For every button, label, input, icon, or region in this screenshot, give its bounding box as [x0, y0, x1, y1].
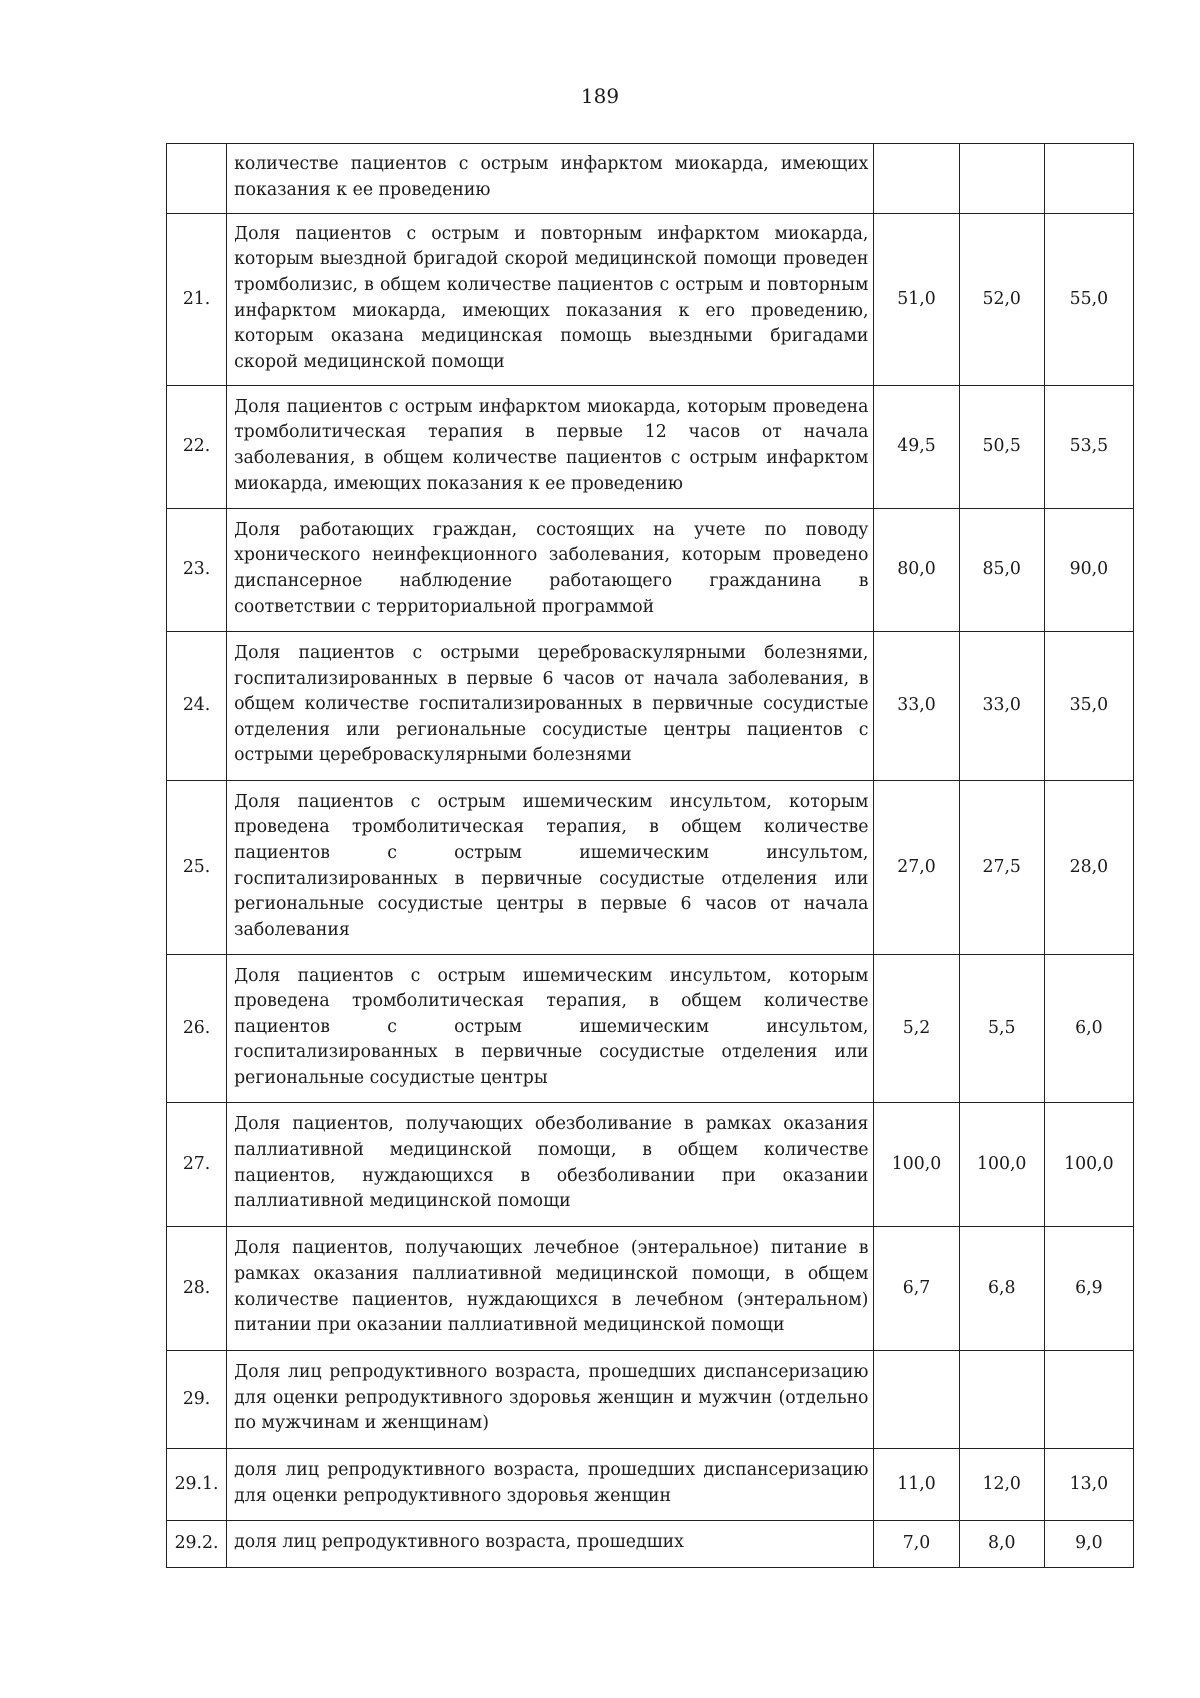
value-cell-2: 85,0: [959, 509, 1044, 632]
table-row: [167, 1351, 1134, 1449]
table-row: [167, 214, 1134, 386]
table-row: [167, 781, 1134, 955]
value-cell-2: 33,0: [959, 632, 1044, 781]
value-cell-1: [874, 1351, 959, 1449]
value-cell-2: 8,0: [959, 1521, 1044, 1568]
indicator-text: Доля пациентов с острым ишемическим инсультом, которым проведена тромболитическая терапия, в общем количестве пациентов с острым ишемическим инсультом, госпитализированных в первичные сосудистые отделения или региональные сосудистые центры в первые 6 часов от начала заболевания: [227, 781, 874, 955]
value-cell-1: 80,0: [874, 509, 959, 632]
row-number: 28.: [167, 1227, 227, 1351]
value-cell-3: 90,0: [1044, 509, 1133, 632]
indicator-text: Доля пациентов, получающих обезболивание в рамках оказания паллиативной медицинской помощи, в общем количестве пациентов, нуждающихся в обезболивании при оказании паллиативной медицинской помощи: [227, 1103, 874, 1227]
value-cell-1: [874, 144, 959, 214]
value-cell-3: 55,0: [1044, 214, 1133, 386]
page-number: 189: [580, 84, 620, 108]
value-cell-3: [1044, 144, 1133, 214]
value-cell-2: [959, 1351, 1044, 1449]
value-cell-1: 100,0: [874, 1103, 959, 1227]
value-cell-3: 100,0: [1044, 1103, 1133, 1227]
value-cell-3: 13,0: [1044, 1449, 1133, 1521]
row-number: [167, 144, 227, 214]
indicator-text: Доля пациентов с острыми цереброваскулярными болезнями, госпитализированных в первые 6 часов от начала заболевания, в общем количестве госпитализированных в первичные сосудистые отделения или региональные сосудистые центры пациентов с острыми цереброваскулярными болезнями: [227, 632, 874, 781]
value-cell-1: 11,0: [874, 1449, 959, 1521]
table-row: [167, 955, 1134, 1103]
value-cell-3: 35,0: [1044, 632, 1133, 781]
value-cell-3: 6,0: [1044, 955, 1133, 1103]
indicator-text: Доля пациентов, получающих лечебное (энтеральное) питание в рамках оказания паллиативной медицинской помощи, в общем количестве пациентов, нуждающихся в лечебном (энтеральном) питании при оказании паллиативной медицинской помощи: [227, 1227, 874, 1351]
value-cell-1: 5,2: [874, 955, 959, 1103]
value-cell-2: 50,5: [959, 386, 1044, 509]
table-row: [167, 1103, 1134, 1227]
value-cell-2: 52,0: [959, 214, 1044, 386]
row-number: 27.: [167, 1103, 227, 1227]
table-row: [167, 509, 1134, 632]
table-row: [167, 1449, 1134, 1521]
indicator-text: Доля пациентов с острым и повторным инфарктом миокарда, которым выездной бригадой скорой медицинской помощи проведен тромболизис, в общем количестве пациентов с острым и повторным инфарктом миокарда, имеющих показания к его проведению, которым оказана медицинская помощь выездными бригадами скорой медицинской помощи: [227, 214, 874, 386]
indicator-text: Доля лиц репродуктивного возраста, прошедших диспансеризацию для оценки репродуктивного здоровья женщин и мужчин (отдельно по мужчинам и женщинам): [227, 1351, 874, 1449]
indicator-text: доля лиц репродуктивного возраста, прошедших диспансеризацию для оценки репродуктивного здоровья женщин: [227, 1449, 874, 1521]
value-cell-3: 28,0: [1044, 781, 1133, 955]
indicator-text: количестве пациентов с острым инфарктом миокарда, имеющих показания к ее проведению: [227, 144, 874, 214]
value-cell-3: 9,0: [1044, 1521, 1133, 1568]
row-number: 29.1.: [167, 1449, 227, 1521]
value-cell-3: 53,5: [1044, 386, 1133, 509]
indicator-text: Доля пациентов с острым ишемическим инсультом, которым проведена тромболитическая терапия, в общем количестве пациентов с острым ишемическим инсультом, госпитализированных в первичные сосудистые отделения или региональные сосудистые центры: [227, 955, 874, 1103]
row-number: 29.2.: [167, 1521, 227, 1568]
table-row: [167, 1521, 1134, 1568]
table-row: [167, 1227, 1134, 1351]
row-number: 21.: [167, 214, 227, 386]
value-cell-2: 6,8: [959, 1227, 1044, 1351]
value-cell-1: 27,0: [874, 781, 959, 955]
indicator-text: Доля пациентов с острым инфарктом миокарда, которым проведена тромболитическая терапия в первые 12 часов от начала заболевания, в общем количестве пациентов с острым инфарктом миокарда, имеющих показания к ее проведению: [227, 386, 874, 509]
row-number: 26.: [167, 955, 227, 1103]
row-number: 25.: [167, 781, 227, 955]
value-cell-1: 51,0: [874, 214, 959, 386]
indicator-text: Доля работающих граждан, состоящих на учете по поводу хронического неинфекционного заболевания, которым проведено диспансерное наблюдение работающего гражданина в соответствии с территориальной программой: [227, 509, 874, 632]
value-cell-1: 7,0: [874, 1521, 959, 1568]
indicators-table: [166, 143, 1134, 1568]
value-cell-2: 12,0: [959, 1449, 1044, 1521]
value-cell-2: 100,0: [959, 1103, 1044, 1227]
row-number: 24.: [167, 632, 227, 781]
indicator-text: доля лиц репродуктивного возраста, прошедших: [227, 1521, 874, 1568]
value-cell-1: 6,7: [874, 1227, 959, 1351]
value-cell-1: 33,0: [874, 632, 959, 781]
value-cell-3: [1044, 1351, 1133, 1449]
table-row: [167, 632, 1134, 781]
value-cell-2: 27,5: [959, 781, 1044, 955]
row-number: 29.: [167, 1351, 227, 1449]
value-cell-1: 49,5: [874, 386, 959, 509]
value-cell-2: 5,5: [959, 955, 1044, 1103]
value-cell-2: [959, 144, 1044, 214]
row-number: 23.: [167, 509, 227, 632]
table-row: [167, 144, 1134, 214]
value-cell-3: 6,9: [1044, 1227, 1133, 1351]
table-row: [167, 386, 1134, 509]
row-number: 22.: [167, 386, 227, 509]
